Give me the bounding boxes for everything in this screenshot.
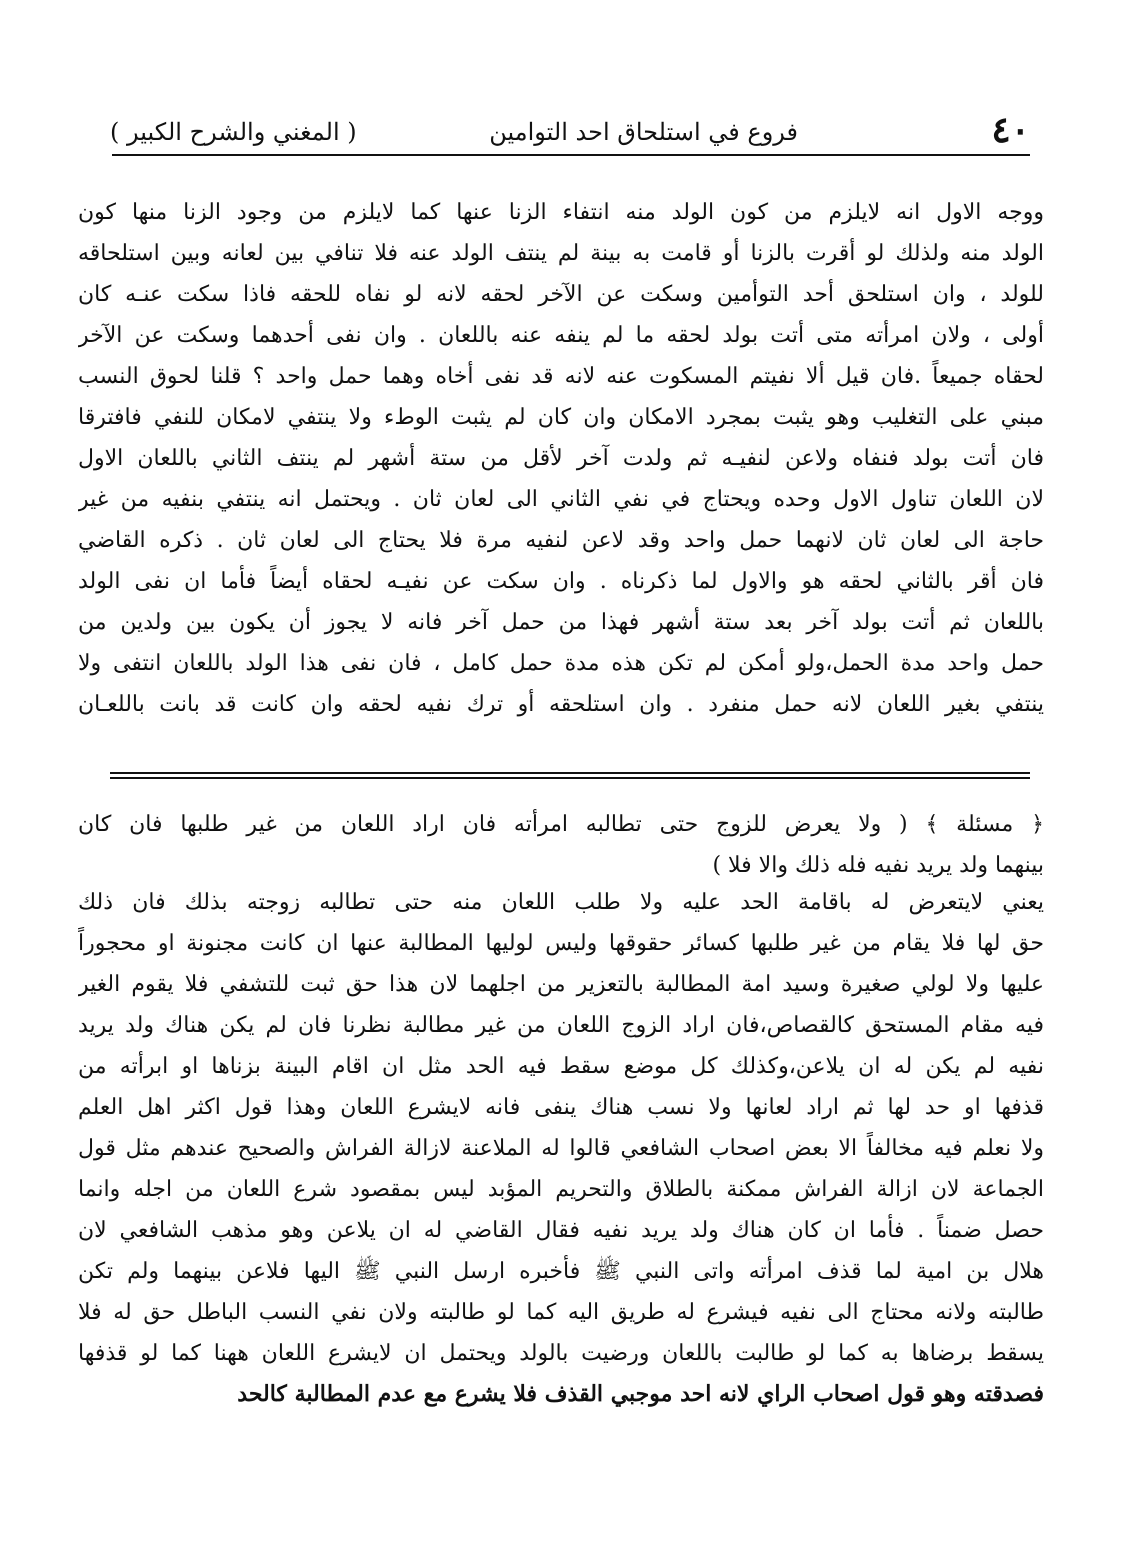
text-line: فيه مقام المستحق كالقصاص،فان اراد الزوج اللعان من غير مطالبة نظرنا فان لم يكن هناك ولد يريد [78,1013,1044,1038]
text-line: حق لها فلا يقام من غير طلبها كسائر حقوقها وليس لوليها المطالبة عنها ان كانت مجنونة او محجوراً [78,931,1044,956]
text-line: طالبته ولانه محتاج الى نفيه فيشرع له طريق اليه كما لو طالبته ولان نفي النسب الباطل حق له فلا [78,1300,1044,1325]
text-line: فان أتت بولد فنفاه ولاعن لنفيـه ثم ولدت آخر لأقل من ستة أشهر لم ينتف الثاني باللعان الاول [78,446,1044,471]
text-line: أولى ، ولان امرأته متى أتت بولد لحقه ما لم ينفه عنه باللعان . وان نفى أحدهما وسكت عن الآخر [78,323,1044,348]
text-line: نفيه لم يكن له ان يلاعن،وكذلك كل موضع سقط فيه الحد مثل ان اقام البينة بزناها او ابرأته من [78,1054,1044,1079]
body-paragraph-1 [78,192,1044,725]
book-title: ( المغني والشرح الكبير ) [110,118,357,146]
text-line: ينتفي بغير اللعان لانه حمل منفرد . وان استلحقه أو ترك نفيه لحقه وان كانت قد بانت باللعـان [78,692,1044,717]
text-line: عليها ولا لولي صغيرة وسيد امة المطالبة بالتعزير من اجلهما لان هذا حق ثبت للتشفي فلا يقوم الغير [78,972,1044,997]
text-line: يسقط برضاها به كما لو طالبت باللعان ورضيت بالولد ويحتمل ان لايشرع اللعان ههنا كما لو قذفها [78,1341,1044,1366]
page-number: ٤٠ [991,109,1030,151]
text-line: حاجة الى لعان ثان لانهما حمل واحد وقد لاعن لنفيه مرة فلا يحتاج الى لعان ثان . ذكره القاضي [78,528,1044,553]
text-line: حصل ضمناً . فأما ان كان هناك ولد يريد نفيه فقال القاضي له ان يلاعن وهو مذهب الشافعي لان [78,1218,1044,1243]
text-line: حمل واحد مدة الحمل،ولو أمكن لم تكن هذه مدة حمل كامل ، فان نفى هذا الولد باللعان انتفى ولا [78,651,1044,676]
page-header [110,108,1030,152]
text-line: لان اللعان تناول الاول وحده ويحتاج في نفي الثاني الى لعان ثان . ويحتمل انه ينتفي بنفيه من غير [78,487,1044,512]
text-line: فان أقر بالثاني لحقه هو والاول لما ذكرناه . وان سكت عن نفيـه لحقاه أيضاً فأما ان نفى الولد [78,569,1044,594]
text-line: الولد منه ولذلك لو أقرت بالزنا أو قامت به بينة لم ينتف الولد عنه فلا تنافي بين لعانه وبين استلحاقه [78,241,1044,266]
header-rule [112,154,1030,156]
text-line: بينهما ولد يريد نفيه فله ذلك والا فلا ) [712,853,1044,878]
masala-heading [78,804,1044,886]
text-line: باللعان ثم أتت بولد آخر بعد ستة أشهر فهذا من حمل آخر فانه لا يجوز أن يكون بين ولدين من [78,610,1044,635]
text-line: لحقاه جميعاً .فان قيل ألا نفيتم المسكوت عنه لانه قد نفى أخاه وهما حمل واحد ؟ قلنا لحوق النسب [78,364,1044,389]
text-line: هلال بن امية لما قذف امرأته واتى النبي ﷺ فأخبره ارسل النبي ﷺ اليها فلاعن بينهما ولم تكن [78,1259,1044,1284]
text-line: الجماعة لان ازالة الفراش ممكنة بالطلاق والتحريم المؤبد ليس بمقصود شرع اللعان من اجله وانما [78,1177,1044,1202]
text-line: ولا نعلم فيه مخالفاً الا بعض اصحاب الشافعي قالوا له الملاعنة لازالة الفراش والصحيح عندهم مثل قول [78,1136,1044,1161]
text-line: ﴿ مسئلة ﴾ ( ولا يعرض للزوج حتى تطالبه امرأته فان اراد اللعان من غير طلبها فان كان [78,812,1044,837]
section-title: فروع في استلحاق احد التوامين [489,118,798,146]
text-line: ووجه الاول انه لايلزم من كون الولد منه انتفاء الزنا عنها كما لايلزم من وجود الزنا منها كون [78,200,1044,225]
text-line: يعني لايتعرض له باقامة الحد عليه ولا طلب اللعان منه حتى تطالبه زوجته بذلك فان ذلك [78,890,1044,915]
text-line: مبني على التغليب وهو يثبت بمجرد الامكان وان كان لم يثبت الوطء ولا ينتفي لامكان للنفي فافترقا [78,405,1044,430]
text-line: قذفها او حد لها ثم اراد لعانها ولا نسب هناك ينفى فانه لايشرع اللعان وهذا قول اكثر اهل العلم [78,1095,1044,1120]
body-paragraph-2 [78,882,1044,1415]
text-line: للولد ، وان استلحق أحد التوأمين وسكت عن الآخر لحقه لانه لو نفاه للحقه فاذا سكت عنـه كان [78,282,1044,307]
section-divider [110,772,1030,779]
text-line: فصدقته وهو قول اصحاب الراي لانه احد موجبي القذف فلا يشرع مع عدم المطالبة كالحد [237,1381,1044,1407]
